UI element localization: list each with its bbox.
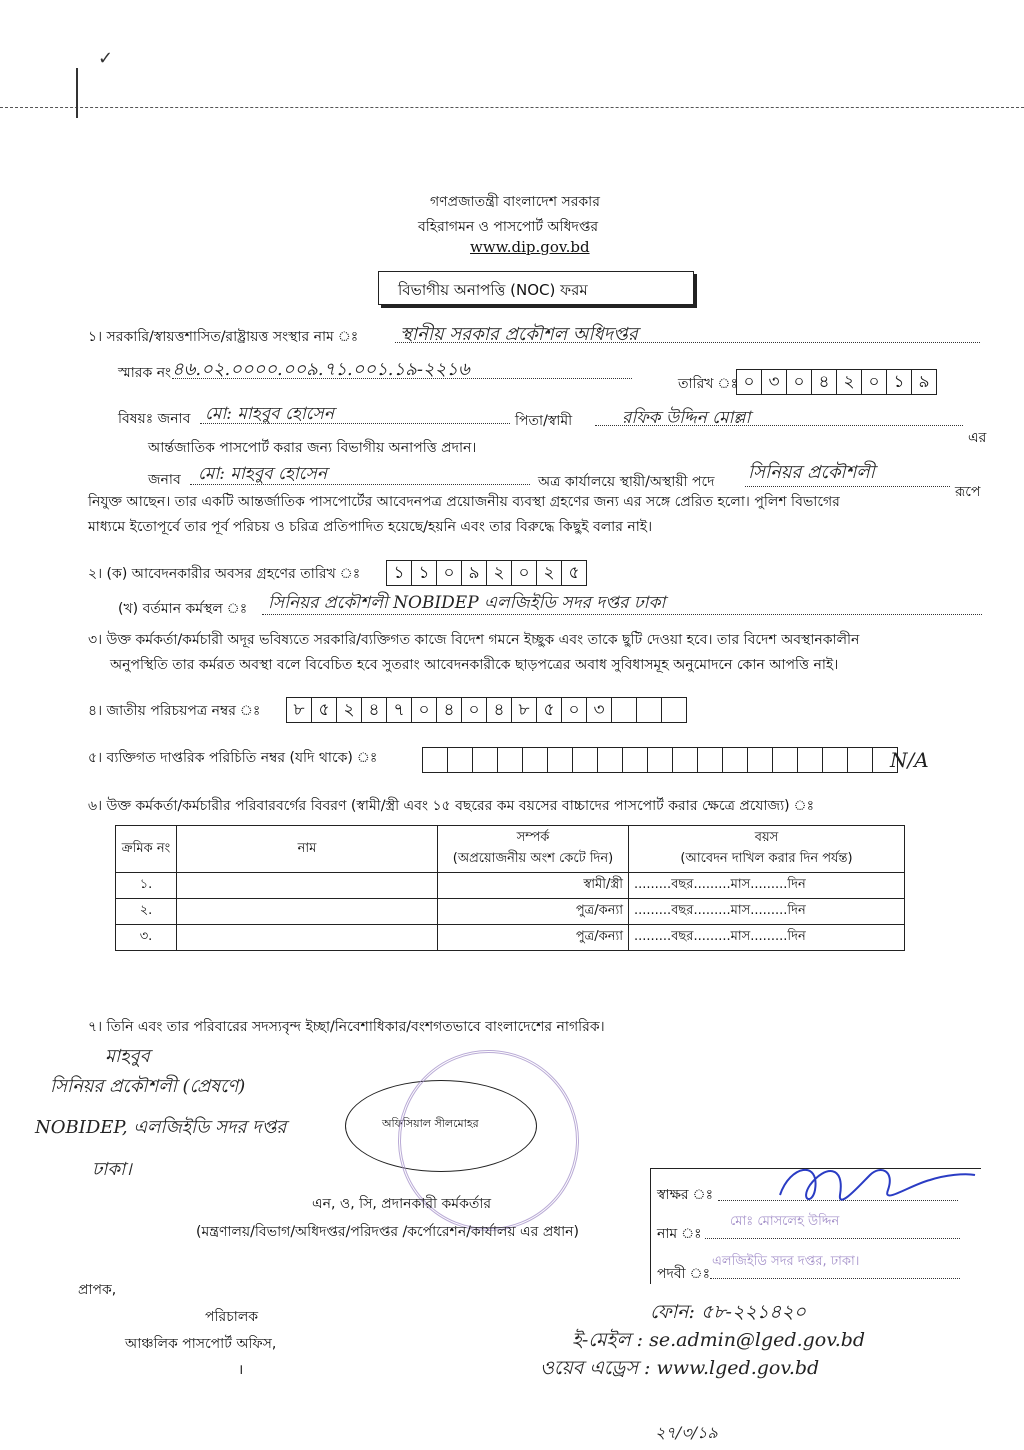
handnote-line2: সিনিয়র প্রকৌশলী (প্রেষণে)	[50, 1076, 246, 1097]
digit-box[interactable]: ৯	[462, 561, 487, 585]
subject-suffix: এর	[968, 430, 987, 446]
name-line	[705, 1238, 960, 1239]
digit-box[interactable]: ২	[337, 698, 362, 722]
serial-header: ক্রমিক নং	[116, 826, 177, 873]
row-serial: ১.	[116, 873, 177, 899]
form-title: বিভাগীয় অনাপত্তি (NOC) ফরম	[398, 281, 588, 299]
memo-number[interactable]: ৪৬.০২.০০০০.০০৯.৭১.০০১.১৯-২২১৬	[172, 359, 470, 380]
department-title: বহিরাগমন ও পাসপোর্ট অধিদপ্তর	[418, 219, 599, 235]
digit-box[interactable]: ০	[862, 370, 887, 394]
digit-box[interactable]	[723, 748, 748, 772]
body-name-line	[190, 484, 530, 485]
janab-label: জনাব	[148, 472, 181, 488]
row-serial: ২.	[116, 899, 177, 925]
body-line3: মাধ্যমে ইতোপূর্বে তার পূর্ব পরিচয় ও চরিত্র প্রতিপাদিত হয়েছে/হয়নি এবং তার বিরুদ্ধে কিছুই বলার নাই।	[88, 519, 653, 535]
handnote-line3: NOBIDEP, এলজিইডি সদর দপ্তর	[35, 1117, 287, 1138]
org-name-label: ১। সরকারি/স্বায়ত্তশাসিত/রাষ্ট্রায়ত্ত সংস্থার নাম ঃ	[88, 329, 359, 345]
digit-box[interactable]: ৩	[587, 698, 612, 722]
father-name[interactable]: রফিক উদ্দিন মোল্লা	[622, 408, 751, 428]
age-header	[629, 826, 905, 873]
stamp-office: এলজিইডি সদর দপ্তর, ঢাকা।	[712, 1254, 860, 1269]
digit-box[interactable]	[648, 748, 673, 772]
signature-scribble	[770, 1155, 980, 1215]
digit-box[interactable]	[548, 748, 573, 772]
body-line2: নিযুক্ত আছেন। তার একটি আন্তর্জাতিক পাসপোর্টের আবেদনপত্র প্রয়োজনীয় ব্যবস্থা গ্রহণের জন্য এর সঙ্গে প্রেরিত হলো। পুলিশ বিভাগের	[88, 494, 840, 510]
row-relation: পুত্র/কন্যা	[438, 899, 629, 925]
relation-header	[438, 826, 629, 873]
row-age[interactable]: .........বছর.........মাস.........দিন	[629, 899, 905, 925]
nid-label: ৪। জাতীয় পরিচয়পত্র নম্বর ঃ	[88, 703, 261, 719]
handnote-line1: মাহবুব	[105, 1046, 150, 1067]
org-name-value[interactable]: স্থানীয় সরকার প্রকৌশল অধিদপ্তর	[400, 324, 638, 345]
recipient-label: প্রাপক,	[78, 1282, 117, 1298]
designation-line-sig	[710, 1278, 960, 1279]
govt-title: গণপ্রজাতন্ত্রী বাংলাদেশ সরকার	[430, 194, 600, 210]
punch-mark: ✓	[98, 48, 114, 69]
digit-box[interactable]: ৭	[387, 698, 412, 722]
relation-header-note: (অপ্রয়োজনীয় অংশ কেটে দিন)	[452, 851, 614, 866]
retirement-date-boxes[interactable]	[386, 560, 587, 586]
workplace-line	[262, 614, 982, 615]
digit-box[interactable]	[523, 748, 548, 772]
date-label: তারিখ ঃ	[678, 376, 738, 392]
digit-box[interactable]	[498, 748, 523, 772]
item3-line2: অনুপস্থিতি তার কর্মরত অবস্থা বলে বিবেচিত হবে সুতরাং আবেদনকারীকে ছাড়পত্রের অবাধ সুবিধাসমূহ অনুমোদনে কোন আপত্তি নাই।	[110, 657, 839, 673]
digit-box[interactable]: ৪	[362, 698, 387, 722]
subject-name-line	[200, 423, 510, 424]
digit-box[interactable]: ০	[437, 561, 462, 585]
digit-box[interactable]	[637, 698, 662, 722]
digit-box[interactable]	[473, 748, 498, 772]
digit-box[interactable]: ২	[837, 370, 862, 394]
row-age[interactable]: .........বছর.........মাস.........দিন	[629, 925, 905, 951]
designation-label: পদবী ঃ	[657, 1266, 711, 1282]
digit-box[interactable]: ৫	[537, 698, 562, 722]
digit-box[interactable]: ৪	[437, 698, 462, 722]
memo-line	[172, 378, 632, 379]
digit-box[interactable]: ১	[412, 561, 437, 585]
digit-box[interactable]	[848, 748, 873, 772]
official-id-label: ৫। ব্যক্তিগত দাপ্তরিক পরিচিতি নম্বর (যদি থাকে) ঃ	[88, 750, 378, 766]
row-name[interactable]	[177, 873, 438, 899]
table-row	[116, 899, 905, 925]
nid-boxes[interactable]	[286, 697, 687, 723]
age-header-note: (আবেদন দাখিল করার দিন পর্যন্ত)	[680, 851, 853, 866]
digit-box[interactable]: ৩	[762, 370, 787, 394]
name-label: নাম ঃ	[657, 1226, 702, 1242]
citizenship-text: ৭। তিনি এবং তার পরিবারের সদস্যবৃন্দ ইচ্ছা/নিবেশাধিকার/বংশগতভাবে বাংলাদেশের নাগরিক।	[88, 1019, 605, 1035]
row-age[interactable]: .........বছর.........মাস.........দিন	[629, 873, 905, 899]
designation-value[interactable]: সিনিয়র প্রকৌশলী	[748, 462, 875, 483]
scan-margin-line	[0, 107, 1024, 108]
digit-box[interactable]: ১	[887, 370, 912, 394]
row-name[interactable]	[177, 899, 438, 925]
digit-box[interactable]	[423, 748, 448, 772]
digit-box[interactable]	[748, 748, 773, 772]
digit-box[interactable]	[598, 748, 623, 772]
digit-box[interactable]	[448, 748, 473, 772]
punch-mark	[76, 68, 78, 118]
official-id-na[interactable]: N/A	[890, 748, 929, 772]
digit-box[interactable]: ৪	[812, 370, 837, 394]
digit-box[interactable]	[662, 698, 686, 722]
body-suffix: রূপে	[955, 484, 981, 500]
handnote-line4: ঢাকা।	[92, 1159, 132, 1180]
digit-box[interactable]	[698, 748, 723, 772]
digit-box[interactable]: ৪	[487, 698, 512, 722]
footer-initials-date: ২৭/৩/১৯	[655, 1423, 718, 1442]
digit-box[interactable]	[573, 748, 598, 772]
contact-phone: ফোন: ৫৮-২২১৪২০	[650, 1301, 807, 1323]
digit-box[interactable]	[823, 748, 848, 772]
digit-box[interactable]: ২	[537, 561, 562, 585]
digit-box[interactable]: ৮	[287, 698, 312, 722]
recipient-title: পরিচালক	[205, 1309, 259, 1325]
row-serial: ৩.	[116, 925, 177, 951]
father-name-line	[595, 425, 963, 426]
digit-box[interactable]	[623, 748, 648, 772]
digit-box[interactable]: ৯	[918, 372, 930, 392]
table-row	[116, 925, 905, 951]
contact-web: ওয়েব এড্রেস : www.lged.gov.bd	[540, 1357, 820, 1379]
digit-box[interactable]	[798, 748, 823, 772]
date-boxes[interactable]	[736, 369, 937, 395]
memo-label: স্মারক নং	[118, 365, 172, 381]
digit-box[interactable]: ২	[487, 561, 512, 585]
official-seal-label: অফিসিয়াল সীলমোহর	[382, 1117, 479, 1130]
sign-label: স্বাক্ষর ঃ	[657, 1187, 714, 1203]
digit-box[interactable]: ০	[562, 698, 587, 722]
item3-line1: ৩। উক্ত কর্মকর্তা/কর্মচারী অদূর ভবিষ্যতে সরকারি/ব্যক্তিগত কাজে বিদেশ গমনে ইচ্ছুক এবং তাকে ছুটি দেওয়া হবে। তার বিদেশ অবস্থানকালীন	[88, 632, 860, 648]
relation-header-text: সম্পর্ক	[516, 830, 550, 845]
name-header: নাম	[177, 826, 438, 873]
workplace-value[interactable]: সিনিয়র প্রকৌশলী NOBIDEP এলজিইডি সদর দপ্তর ঢাকা	[268, 593, 666, 613]
signatory-line1: এন, ও, সি, প্রদানকারী কর্মকর্তার	[312, 1196, 492, 1212]
stamp-name: মোঃ মোসলেহ উদ্দিন	[730, 1214, 840, 1229]
official-id-boxes[interactable]	[422, 747, 898, 773]
digit-box[interactable]: ৫	[568, 563, 580, 583]
post-type-text: অত্র কার্যালয়ে স্থায়ী/অস্থায়ী পদে	[538, 474, 715, 490]
digit-box[interactable]: ০	[787, 370, 812, 394]
signatory-line2: (মন্ত্রণালয়/বিভাগ/অধিদপ্তর/পরিদপ্তর /কর্পোরেশন/কার্যালয় এর প্রধান)	[196, 1224, 580, 1240]
website-link[interactable]: www.dip.gov.bd	[470, 238, 590, 256]
digit-box[interactable]: ১	[387, 561, 412, 585]
row-relation: পুত্র/কন্যা	[438, 925, 629, 951]
digit-box[interactable]: ০	[462, 698, 487, 722]
digit-box[interactable]: ০	[412, 698, 437, 722]
father-label: পিতা/স্বামী	[515, 413, 573, 429]
designation-line	[745, 486, 950, 487]
recipient-office: আঞ্চলিক পাসপোর্ট অফিস,	[125, 1336, 277, 1352]
age-header-text: বয়স	[754, 830, 779, 845]
table-row	[116, 873, 905, 899]
family-label: ৬। উক্ত কর্মকর্তা/কর্মচারীর পরিবারবর্গের বিবরণ (স্বামী/স্ত্রী এবং ১৫ বছরের কম বয়সের বাচ্চাদের পাসপোর্ট করার ক্ষেত্রে প্রযোজ্য) ঃ	[88, 798, 815, 814]
digit-box[interactable]	[673, 748, 698, 772]
family-table	[115, 825, 905, 951]
digit-box[interactable]: ০	[737, 370, 762, 394]
subject-line2: আর্ন্তজাতিক পাসপোর্ট করার জন্য বিভাগীয় অনাপত্তি প্রদান।	[148, 440, 477, 456]
digit-box[interactable]	[612, 698, 637, 722]
body-name[interactable]: মো: মাহবুব হোসেন	[198, 464, 327, 484]
subject-label: বিষয়ঃ জনাব	[118, 411, 191, 427]
digit-box[interactable]: ৮	[512, 698, 537, 722]
digit-box[interactable]	[773, 748, 798, 772]
subject-name[interactable]: মো: মাহবুব হোসেন	[205, 404, 334, 424]
digit-box[interactable]: ৫	[312, 698, 337, 722]
row-relation: স্বামী/স্ত্রী	[438, 873, 629, 899]
contact-email: ই-মেইল : se.admin@lged.gov.bd	[572, 1329, 866, 1351]
recipient-office-line2: ।	[238, 1362, 244, 1378]
workplace-label: (খ) বর্তমান কর্মস্থল ঃ	[118, 601, 248, 617]
retirement-label: ২। (ক) আবেদনকারীর অবসর গ্রহণের তারিখ ঃ	[88, 566, 361, 582]
row-name[interactable]	[177, 925, 438, 951]
digit-box[interactable]: ০	[512, 561, 537, 585]
